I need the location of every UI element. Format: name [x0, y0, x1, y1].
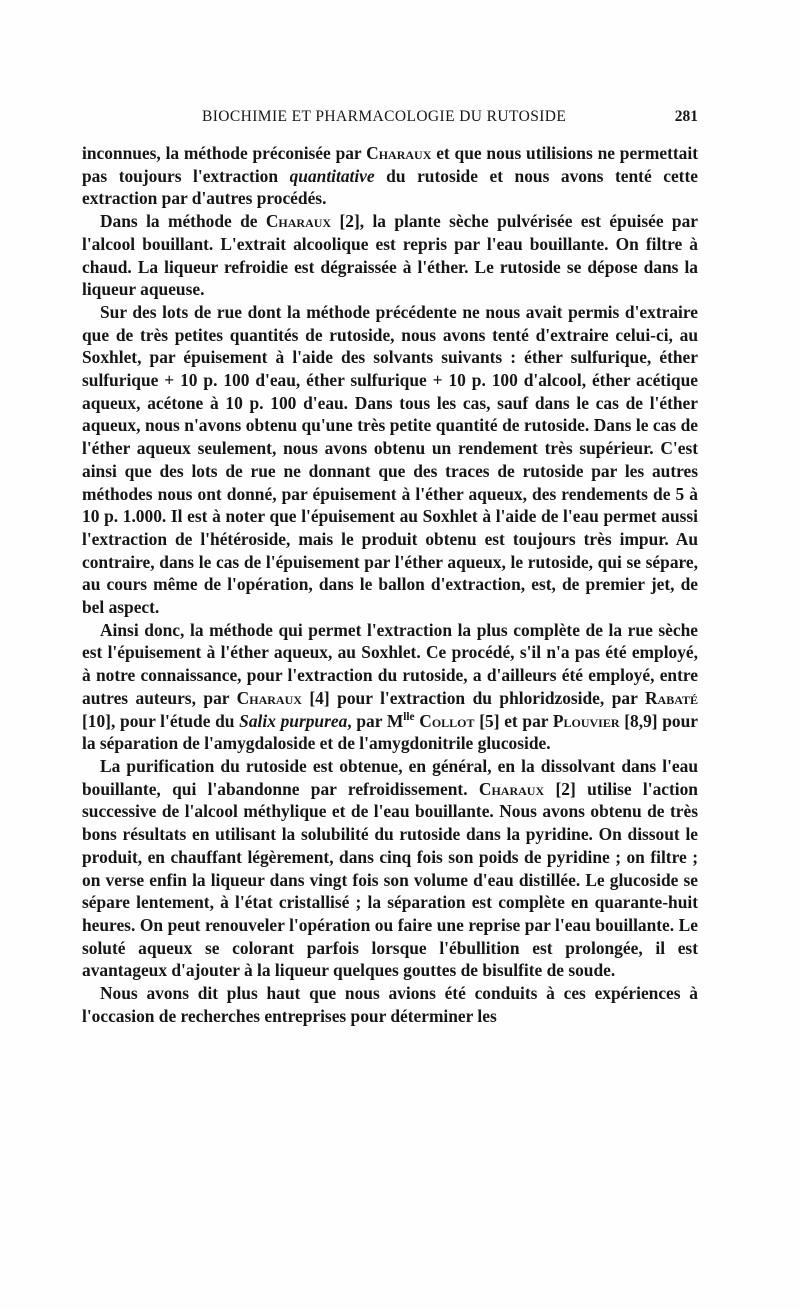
paragraph-2: Dans la méthode de Charaux [2], la plante sèche pulvérisée est épuisée par l'alcool bouillant. L'extrait alcoolique est repris par l'eau bouillante. On filtre à chaud. La liqueur refroidie est dégraissée à l'éther. Le rutoside se dépose dans la liqueur aqueuse. [82, 211, 698, 300]
running-title: BIOCHIMIE ET PHARMACOLOGIE DU RUTOSIDE [202, 108, 567, 125]
paragraph-4: Ainsi donc, la méthode qui permet l'extraction la plus complète de la rue sèche est l'épuisement à l'éther aqueux, au Soxhlet. Ce procédé, s'il n'a pas été employé, à notre connaissance, pour l'extraction du rutoside, a d'ailleurs été employé, entre autres auteurs, par Charaux [4] pour l'extraction du phloridzoside, par Rabaté [10], pour l'étude du Salix purpurea, par $M^{lle}$ Collot [5] et par Plouvier [8,9] pour la séparation de l'amygdaloside et de l'amygdonitrile glucoside. [82, 619, 699, 754]
author-name: Plouvier [552, 710, 620, 731]
paragraph-5: La purification du rutoside est obtenue, en général, en la dissolvant dans l'eau bouillante, qui l'abandonne par refroidissement. Charaux [2] utilise l'action successive de l'alcool méthylique et de l'eau bouillante. Nous avons obtenu de très bons résultats en utilisant la solubilité du rutoside dans la pyridine. On dissout le produit, en chauffant légèrement, dans cinq fois son poids de pyridine ; on filtre ; on verse enfin la liqueur dans vingt fois son volume d'eau distillée. Le glucoside se sépare lentement, à l'état cristallisé ; la séparation est complète en quarante-huit heures. On peut renouveler l'opération ou faire une reprise par l'eau bouillante. Le soluté aqueux se colorant parfois lorsque l'ébullition est prolongée, il est avantageux d'ajouter à la liqueur quelques gouttes de bisulfite de soude. [82, 755, 698, 981]
paragraph-6: Nous avons dit plus haut que nous avions été conduits à ces expériences à l'occasion de recherches entreprises pour déterminer les [82, 983, 698, 1026]
page-number: 281 [674, 108, 698, 125]
author-name: Charaux [265, 211, 332, 232]
paragraph-1: inconnues, la méthode préconisée par Charaux et que nous utilisions ne permettait pas toujours l'extraction quantitative du rutoside et nous avons tenté cette extraction par d'autres procédés. [82, 143, 698, 209]
paragraph-3: Sur des lots de rue dont la méthode précédente ne nous avait permis d'extraire que de très petites quantités de rutoside, nous avons tenté d'extraire celui-ci, au Soxhlet, par épuisement à l'aide des solvants suivants : éther sulfurique, éther sulfurique + 10 p. 100 d'eau, éther sulfurique + 10 p. 100 d'alcool, éther acétique aqueux, acétone à 10 p. 100 d'eau. Dans tous les cas, sauf dans le cas de l'éther aqueux, nous n'avons obtenu qu'une très petite quantité de rutoside. Dans le cas de l'éther aqueux seulement, nous avons obtenu un rendement très supérieur. C'est ainsi que des lots de rue ne donnant que des traces de rutoside par les autres méthodes nous ont donné, par épuisement à l'éther aqueux, des rendements de 5 à 10 p. 1.000. Il est à noter que l'épuisement au Soxhlet à l'aide de l'eau permet aussi l'extraction de l'hétéroside, mais le produit obtenu est toujours très impur. Au contraire, dans le cas de l'épuisement par l'éther aqueux, le rutoside, qui se sépare, au cours même de l'opération, dans le ballon d'extraction, est, de premier jet, de bel aspect. [82, 301, 698, 618]
page-header [82, 108, 698, 132]
author-name: Charaux [478, 778, 545, 799]
species-name: Salix purpurea [239, 710, 348, 731]
body-text [82, 142, 698, 1027]
author-name: Rabaté [645, 687, 699, 708]
author-name: Charaux [366, 143, 432, 163]
author-name: Charaux [236, 687, 302, 708]
author-name: Collot [419, 710, 475, 731]
emphasis: quantitative [289, 165, 375, 186]
